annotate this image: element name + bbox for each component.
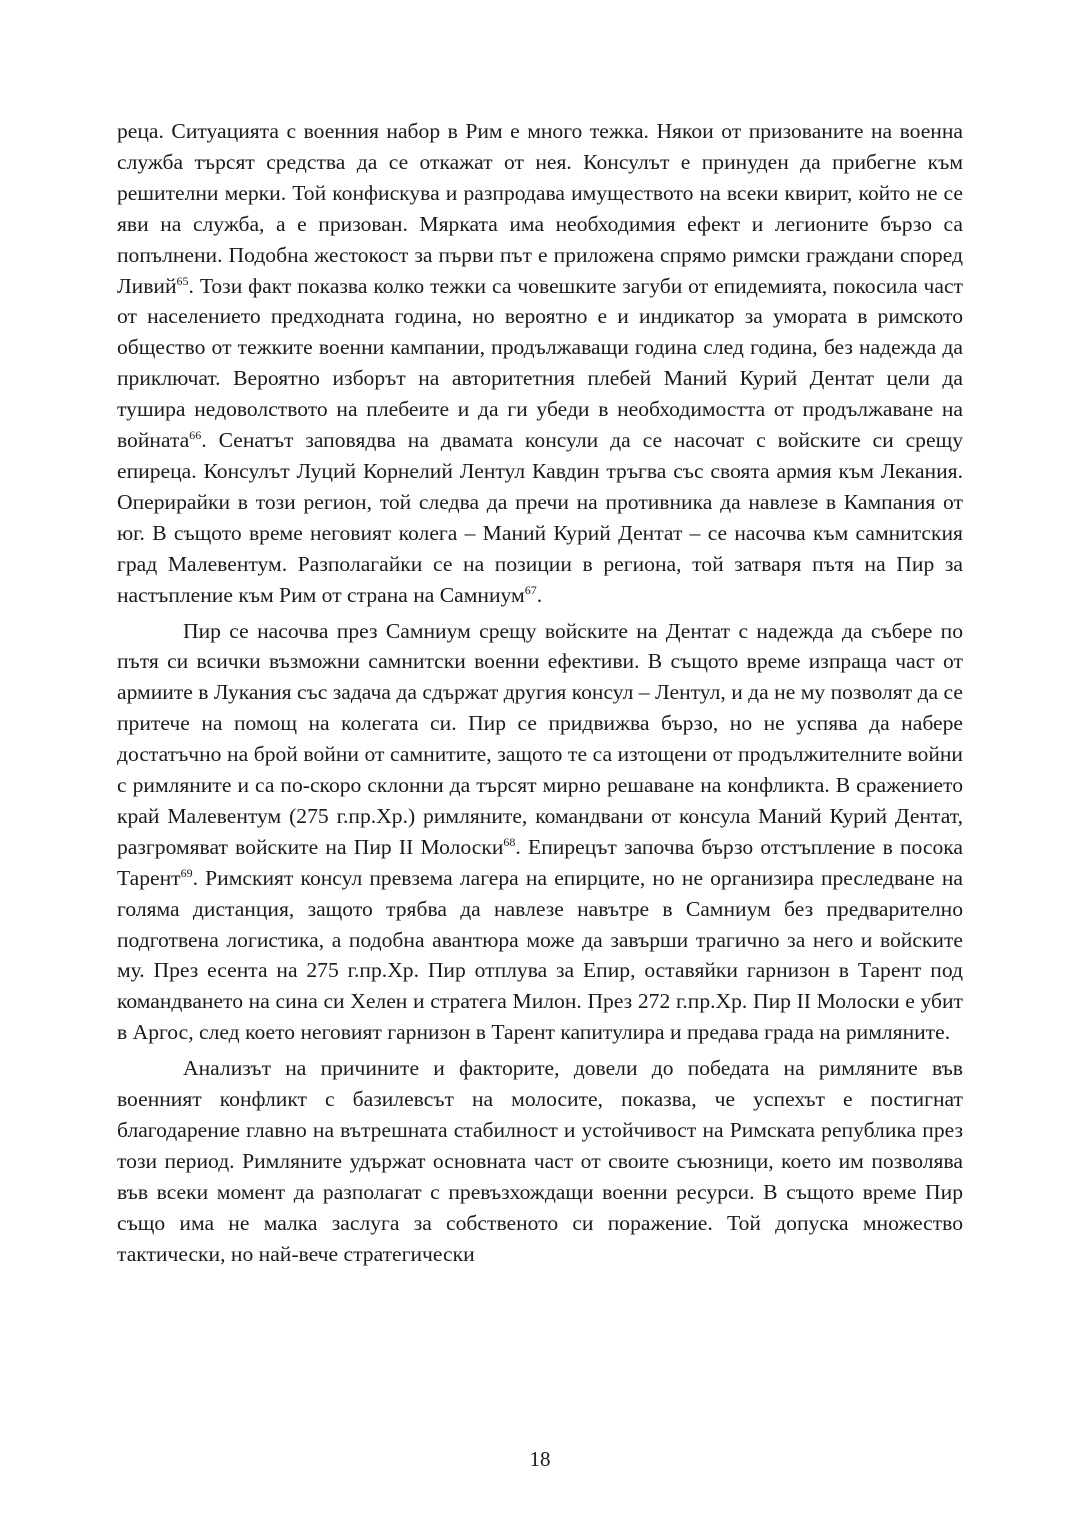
paragraph-text: реца. Ситуацията с военния набор в Рим е много тежка. Някои от призованите на военна служба търсят средства да се откажат от нея. Консулът е принуден да прибегне към решителни мерки. Той конфискува и разпродава имуществото на всеки квирит, който не се яви на служба, а е призован. Мярката има необходимия ефект и легионите бързо са попълнени. Подобна жестокост за първи път е приложена спрямо римски граждани според Ливий bbox=[117, 119, 963, 298]
page-number: 18 bbox=[529, 1447, 551, 1471]
paragraph-1 bbox=[117, 116, 963, 611]
paragraph-text: . Епирецът започва бързо отстъпление в посока Тарент bbox=[117, 834, 964, 890]
paragraph-text: . bbox=[536, 582, 543, 607]
paragraph-text: . Сенатът заповядва на двамата консули да се насочат с войските си срещу епиреца. Консулът Луций Корнелий Лентул Кавдин тръгва със своята армия към Лекания. Оперирайки в този регион, той следва да пречи на противника да навлезе в Кампания от юг. В същото време неговият колега – Маний Курий Дентат – се насочва към самнитския град Малевентум. Разполагайки се на позиции в региона, той затваря пътя на Пир за настъпление към Рим от страна на Самниум bbox=[117, 428, 963, 607]
paragraph-text: Анализът на причините и факторите, довели до победата на римляните във военният конфликт с базилевсът на молосите, показва, че успехът е постигнат благодарение главно на вътрешната стабилност и устойчивост на Римската република през този период. Римляните удържат основната част от своите съюзници, което им позволява във всеки момент да разполагат с превъзхождащи военни ресурси. В същото време Пир също има не малка заслуга за собственото си поражение. Той допуска множество тактически, но най-вече стратегически bbox=[117, 1056, 963, 1266]
page-body bbox=[117, 116, 963, 1270]
footnote-ref: 69 bbox=[180, 865, 193, 880]
paragraph-text: . Римският консул превзема лагера на епирците, но не организира преследване на голяма дистанция, защото трябва да навлезе навътре в Самниум без предварително подготвена логистика, а подобна авантюра може да завърши трагично за него и войските му. През есента на 275 г.пр.Хр. Пир отплува за Епир, оставяйки гарнизон в Тарент под командването на сина си Хелен и стратега Милон. През 272 г.пр.Хр. Пир II Молоски е убит в Аргос, след което неговият гарнизон в Тарент капитулира и предава града на римляните. bbox=[117, 865, 963, 1045]
footnote-ref: 66 bbox=[189, 427, 202, 442]
paragraph-2 bbox=[117, 616, 963, 1049]
footnote-ref: 68 bbox=[503, 834, 516, 849]
footnote-ref: 65 bbox=[176, 273, 189, 288]
paragraph-3 bbox=[117, 1053, 963, 1269]
paragraph-text: Пир се насочва през Самниум срещу войските на Дентат с надежда да събере по пътя си всички възможни самнитски военни ефективи. В същото време изпраща част от армиите в Лукания със задача да сдържат другия консул – Лентул, и да не му позволят да се притече на помощ на колегата си. Пир се придвижва бързо, но не успява да набере достатъчно на брой войни от самнитите, защото те са изтощени от продължителните войни с римляните и са по-скоро склонни да търсят мирно решаване на конфликта. В сражението край Малевентум (275 г.пр.Хр.) римляните, командвани от консула Маний Курий Дентат, разгромяват войските на Пир II Молоски bbox=[117, 618, 963, 859]
footnote-ref: 67 bbox=[524, 582, 537, 597]
paragraph-text: . Този факт показва колко тежки са човешките загуби от епидемията, покосила част от населението предходната година, но вероятно е и индикатор за умората в римското общество от тежките военни кампании, продължаващи година след година, без надежда да приключат. Вероятно изборът на авторитетния плебей Маний Курий Дентат цели да тушира недоволството на плебеите и да ги убеди в необходимостта от продължаване на войната bbox=[117, 273, 963, 453]
